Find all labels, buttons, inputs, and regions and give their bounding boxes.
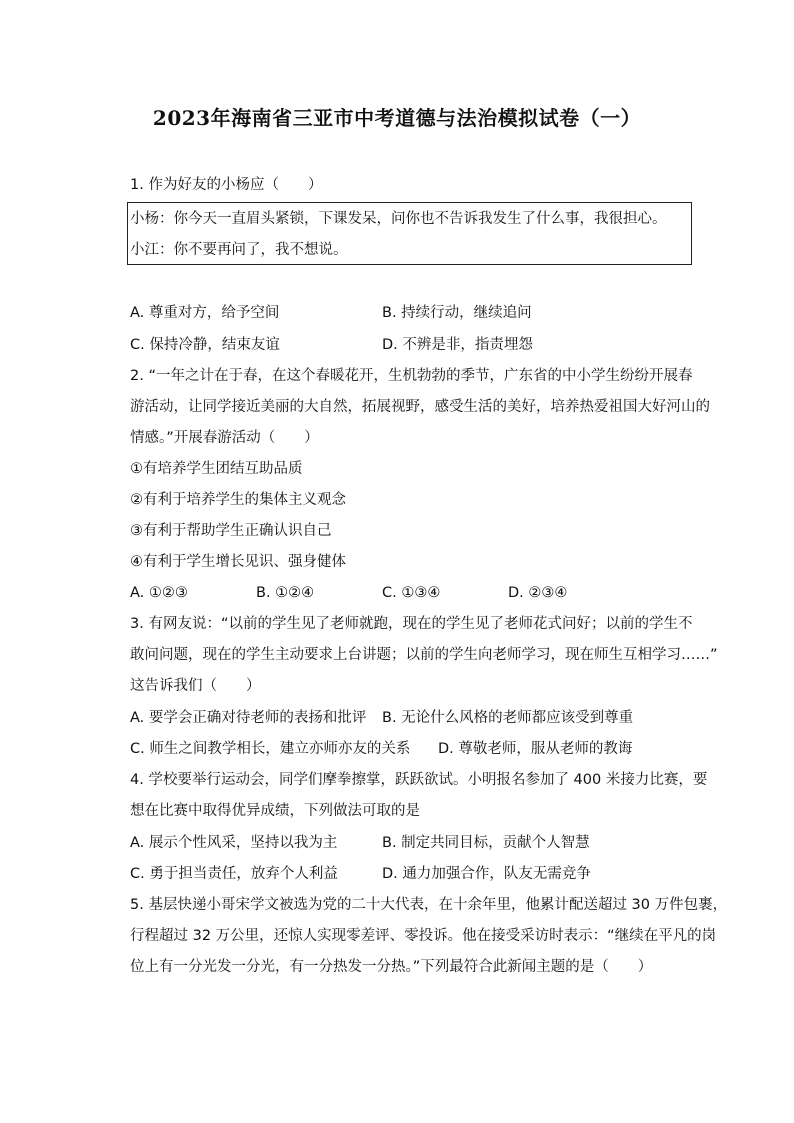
q2-stem-line: 游活动，让同学接近美丽的大自然，拓展视野，感受生活的美好，培养热爱祖国大好河山的 [130, 399, 710, 415]
q4-option-b[interactable]: B. 制定共同目标，贡献个人智慧 [382, 835, 590, 851]
q3-option-c[interactable]: C. 师生之间教学相长，建立亦师亦友的关系 [130, 741, 411, 757]
q4-stem-line: 想在比赛中取得优异成绩，下列做法可取的是 [130, 803, 420, 819]
q3-stem-line: 这告诉我们（ ） [130, 678, 261, 694]
q4-stem-line: 4. 学校要举行运动会，同学们摩拳擦掌，跃跃欲试。小明报名参加了 400 米接力比赛，要 [130, 772, 708, 788]
q3-stem-line: 3. 有网友说：“以前的学生见了老师就跑，现在的学生见了老师花式问好；以前的学生不 [130, 616, 693, 632]
q1-option-b[interactable]: B. 持续行动，继续追问 [382, 305, 532, 321]
q2-option-a[interactable]: A. ①②③ [130, 585, 188, 601]
q2-option-c[interactable]: C. ①③④ [382, 585, 441, 601]
q5-stem-line: 5. 基层快递小哥宋学文被选为党的二十大代表，在十余年里，他累计配送超过 30 万件包裹， [130, 897, 728, 913]
q2-statement: ①有培养学生团结互助品质 [130, 461, 303, 477]
q3-option-d[interactable]: D. 尊敬老师，服从老师的教诲 [438, 741, 633, 757]
q2-stem-line: 2. “一年之计在于春，在这个春暖花开，生机勃勃的季节，广东省的中小学生纷纷开展春 [130, 368, 693, 384]
q5-stem-line: 位上有一分光发一分光，有一分热发一分热。”下列最符合此新闻主题的是（ ） [130, 959, 653, 975]
q5-stem-line: 行程超过 32 万公里，还惊人实现零差评、零投诉。他在接受采访时表示：“继续在平凡的岗 [130, 928, 717, 944]
q3-stem-line: 敢问问题，现在的学生主动要求上台讲题；以前的学生向老师学习，现在师生互相学习……” [130, 647, 718, 663]
q4-option-c[interactable]: C. 勇于担当责任，放弃个人利益 [130, 866, 338, 882]
q2-stem-line: 情感。”开展春游活动（ ） [130, 430, 319, 446]
q1-stem: 1. 作为好友的小杨应（ ） [130, 177, 323, 193]
q2-option-d[interactable]: D. ②③④ [508, 585, 568, 601]
q1-dialogue-box [127, 202, 692, 265]
q1-option-d[interactable]: D. 不辨是非，指责埋怨 [382, 337, 533, 353]
q2-statement: ④有利于学生增长见识、强身健体 [130, 554, 346, 570]
q2-option-b[interactable]: B. ①②④ [256, 585, 315, 601]
q2-statement: ③有利于帮助学生正确认识自己 [130, 523, 332, 539]
q2-statement: ②有利于培养学生的集体主义观念 [130, 492, 346, 508]
q1-option-a[interactable]: A. 尊重对方，给予空间 [130, 305, 280, 321]
q4-option-d[interactable]: D. 通力加强合作，队友无需竞争 [382, 866, 591, 882]
q3-option-b[interactable]: B. 无论什么风格的老师都应该受到尊重 [382, 710, 634, 726]
q4-option-a[interactable]: A. 展示个性风采，坚持以我为主 [130, 835, 338, 851]
q1-dialogue-line: 小杨：你今天一直眉头紧锁，下课发呆，问你也不告诉我发生了什么事，我很担心。 [130, 211, 667, 227]
q1-dialogue-line: 小江：你不要再问了，我不想说。 [130, 242, 348, 258]
page-title: 2023年海南省三亚市中考道德与法治模拟试卷（一） [152, 106, 642, 130]
q3-option-a[interactable]: A. 要学会正确对待老师的表扬和批评 [130, 710, 367, 726]
q1-option-c[interactable]: C. 保持冷静，结束友谊 [130, 337, 280, 353]
